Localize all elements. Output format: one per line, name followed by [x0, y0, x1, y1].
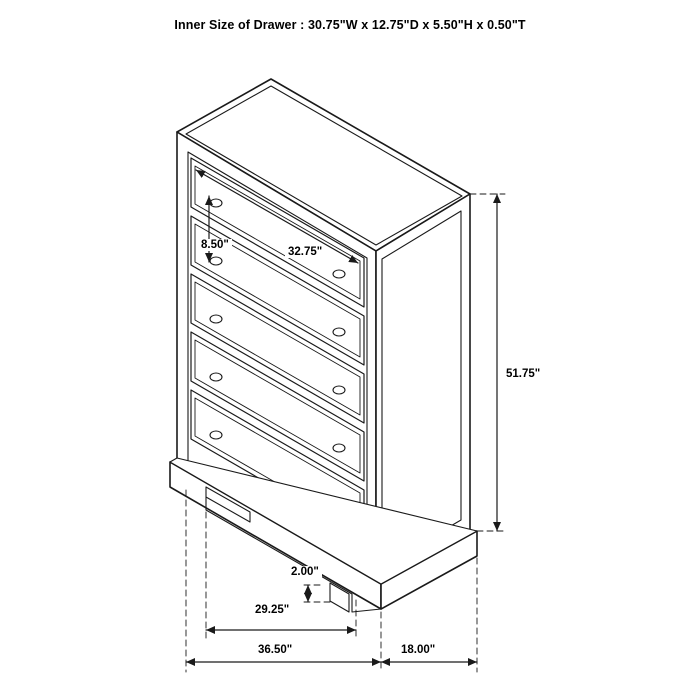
dimension-label-drawer-width: 32.75" — [285, 246, 325, 258]
dimension-label-overall-height: 51.75" — [503, 368, 543, 380]
dimension-label-drawer-height: 8.50" — [198, 239, 232, 251]
dimension-label-toe-kick: 2.00" — [288, 566, 322, 578]
dimension-label-inner-base-width: 29.25" — [252, 604, 292, 616]
dimension-label-overall-width: 36.50" — [255, 644, 295, 656]
dimension-label-overall-depth: 18.00" — [398, 644, 438, 656]
page-title: Inner Size of Drawer : 30.75"W x 12.75"D x 5.50"H x 0.50"T — [174, 18, 526, 32]
